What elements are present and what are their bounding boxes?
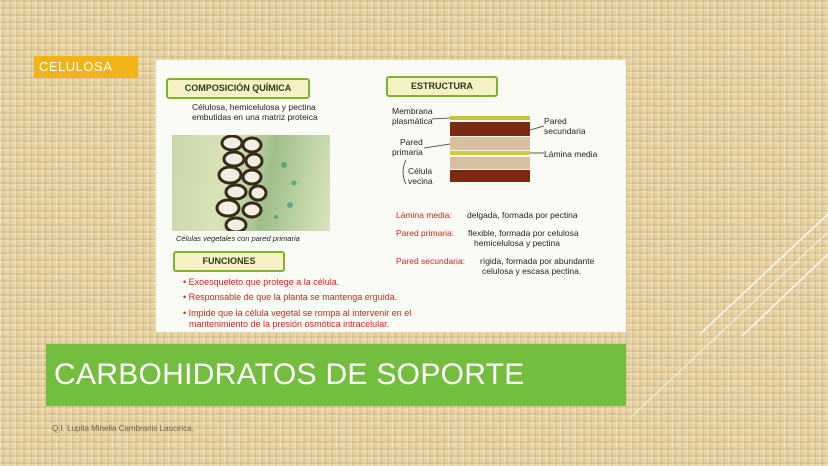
micrograph-caption: Células vegetales con pared primaria <box>176 234 300 243</box>
label-membrana-2: plasmática <box>392 116 433 126</box>
author-credit: Q.I. Lupita Minelia Cambranis Laucirica. <box>52 424 194 433</box>
def-text-3b: celulosa y escasa pectina. <box>482 266 582 276</box>
def-term-2: Pared primaria: <box>396 228 455 238</box>
slide-title: CARBOHIDRATOS DE SOPORTE <box>54 358 525 391</box>
composicion-header: COMPOSICIÓN QUÍMICA <box>166 78 310 99</box>
label-pared-primaria-1: Pared <box>400 137 423 147</box>
label-celula-vecina-2: vecina <box>408 176 433 186</box>
funciones-header: FUNCIONES <box>173 251 285 272</box>
def-term-3: Pared secundaria: <box>396 256 465 266</box>
estructura-header: ESTRUCTURA <box>386 76 498 97</box>
def-text-1: delgada, formada por pectina <box>467 210 578 220</box>
def-text-2a: flexible, formada por celulosa <box>468 228 579 238</box>
def-term-1: Lámina media: <box>396 210 452 220</box>
def-text-2b: hemicelulosa y pectina <box>474 238 560 248</box>
content-figure <box>156 60 626 332</box>
title-band <box>46 344 626 406</box>
funcion-1: • Exoesqueleto que protege a la célula. <box>183 277 340 287</box>
section-tag: CELULOSA <box>34 56 138 78</box>
funcion-3b: mantenimiento de la presión osmótica intracelular. <box>189 319 390 329</box>
label-pared-secundaria-2: secundaria <box>544 126 586 136</box>
composicion-line-1: Célulosa, hemicelulosa y pectina <box>192 102 316 112</box>
label-celula-vecina-1: Célula <box>408 166 433 176</box>
label-pared-secundaria-1: Pared <box>544 116 567 126</box>
def-text-3a: rígida, formada por abundante <box>480 256 595 266</box>
label-pared-primaria-2: primaria <box>392 147 423 157</box>
composicion-line-2: embutidas en una matriz proteica <box>192 112 318 122</box>
label-membrana-1: Membrana <box>392 106 433 116</box>
funcion-2: • Responsable de que la planta se mantenga erguida. <box>183 292 398 302</box>
funcion-3a: • Impide que la célula vegetal se rompa al intervenir en el <box>183 308 412 318</box>
label-lamina-media: Lámina media <box>544 149 598 159</box>
